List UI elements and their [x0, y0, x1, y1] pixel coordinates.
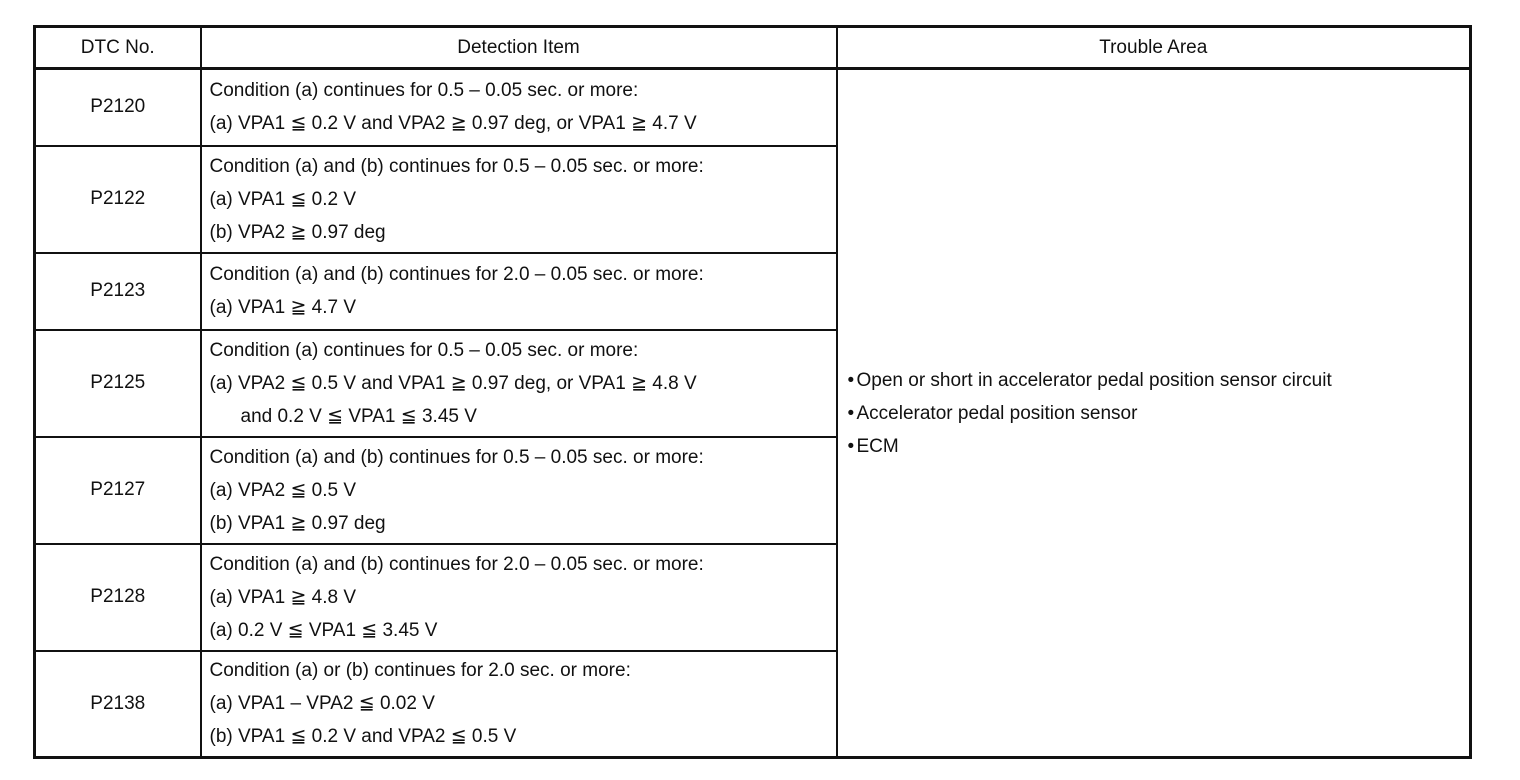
detection-item: [201, 437, 837, 544]
bullet-icon: •: [847, 435, 855, 457]
header-dtc-no: DTC No.: [35, 27, 201, 69]
detection-line: Condition (a) and (b) continues for 2.0 – 0.05 sec. or more:: [209, 553, 704, 575]
trouble-area-item: • Open or short in accelerator pedal position sensor circuit: [848, 364, 1460, 397]
detection-line: (a) 0.2 V ≦ VPA1 ≦ 3.45 V: [209, 619, 438, 641]
detection-line: (a) VPA1 ≧ 4.7 V: [209, 297, 357, 318]
detection-line: (a) VPA2 ≦ 0.5 V and VPA1 ≧ 0.97 deg, or VPA1 ≧ 4.8 V: [209, 372, 697, 394]
dtc-code: P2138: [35, 651, 201, 758]
detection-line: (b) VPA1 ≧ 0.97 deg: [209, 512, 386, 534]
dtc-code: P2125: [35, 330, 201, 437]
detection-item: [201, 651, 837, 758]
detection-line: (a) VPA2 ≦ 0.5 V: [209, 479, 357, 501]
header-row: [35, 27, 1471, 69]
dtc-code: P2127: [35, 437, 201, 544]
detection-line: Condition (a) and (b) continues for 0.5 – 0.05 sec. or more:: [209, 446, 704, 468]
detection-line: (a) VPA1 ≧ 4.8 V: [209, 586, 357, 608]
table-row: [35, 69, 1471, 146]
trouble-area-cell: [837, 69, 1471, 758]
detection-line: (a) VPA1 ≦ 0.2 V and VPA2 ≧ 0.97 deg, or VPA1 ≧ 4.7 V: [209, 113, 697, 135]
detection-item: [201, 69, 837, 146]
detection-line: Condition (a) or (b) continues for 2.0 sec. or more:: [209, 660, 631, 682]
dtc-code: P2120: [35, 69, 201, 146]
detection-line: (a) VPA1 – VPA2 ≦ 0.02 V: [209, 693, 435, 715]
header-trouble-area: Trouble Area: [837, 27, 1471, 69]
detection-line: and 0.2 V ≦ VPA1 ≦ 3.45 V: [240, 405, 477, 427]
detection-item: [201, 146, 837, 253]
detection-item: [201, 330, 837, 437]
detection-line: (b) VPA2 ≧ 0.97 deg: [209, 221, 386, 243]
bullet-icon: •: [847, 402, 855, 424]
detection-line: Condition (a) continues for 0.5 – 0.05 sec. or more:: [209, 80, 639, 102]
detection-line: (a) VPA1 ≦ 0.2 V: [209, 188, 357, 210]
detection-line: Condition (a) and (b) continues for 0.5 – 0.05 sec. or more:: [209, 155, 704, 177]
trouble-area-item: • ECM: [848, 430, 1460, 463]
header-detection-item: Detection Item: [201, 27, 837, 69]
dtc-code: P2128: [35, 544, 201, 651]
detection-item: [201, 544, 837, 651]
dtc-table: [33, 25, 1472, 759]
trouble-area-item: • Accelerator pedal position sensor: [848, 397, 1460, 430]
detection-line: (b) VPA1 ≦ 0.2 V and VPA2 ≦ 0.5 V: [209, 726, 517, 748]
detection-item: [201, 253, 837, 330]
dtc-code: P2122: [35, 146, 201, 253]
dtc-code: P2123: [35, 253, 201, 330]
detection-line: Condition (a) continues for 0.5 – 0.05 sec. or more:: [209, 339, 639, 361]
bullet-icon: •: [847, 369, 855, 391]
detection-line: Condition (a) and (b) continues for 2.0 – 0.05 sec. or more:: [209, 264, 704, 285]
